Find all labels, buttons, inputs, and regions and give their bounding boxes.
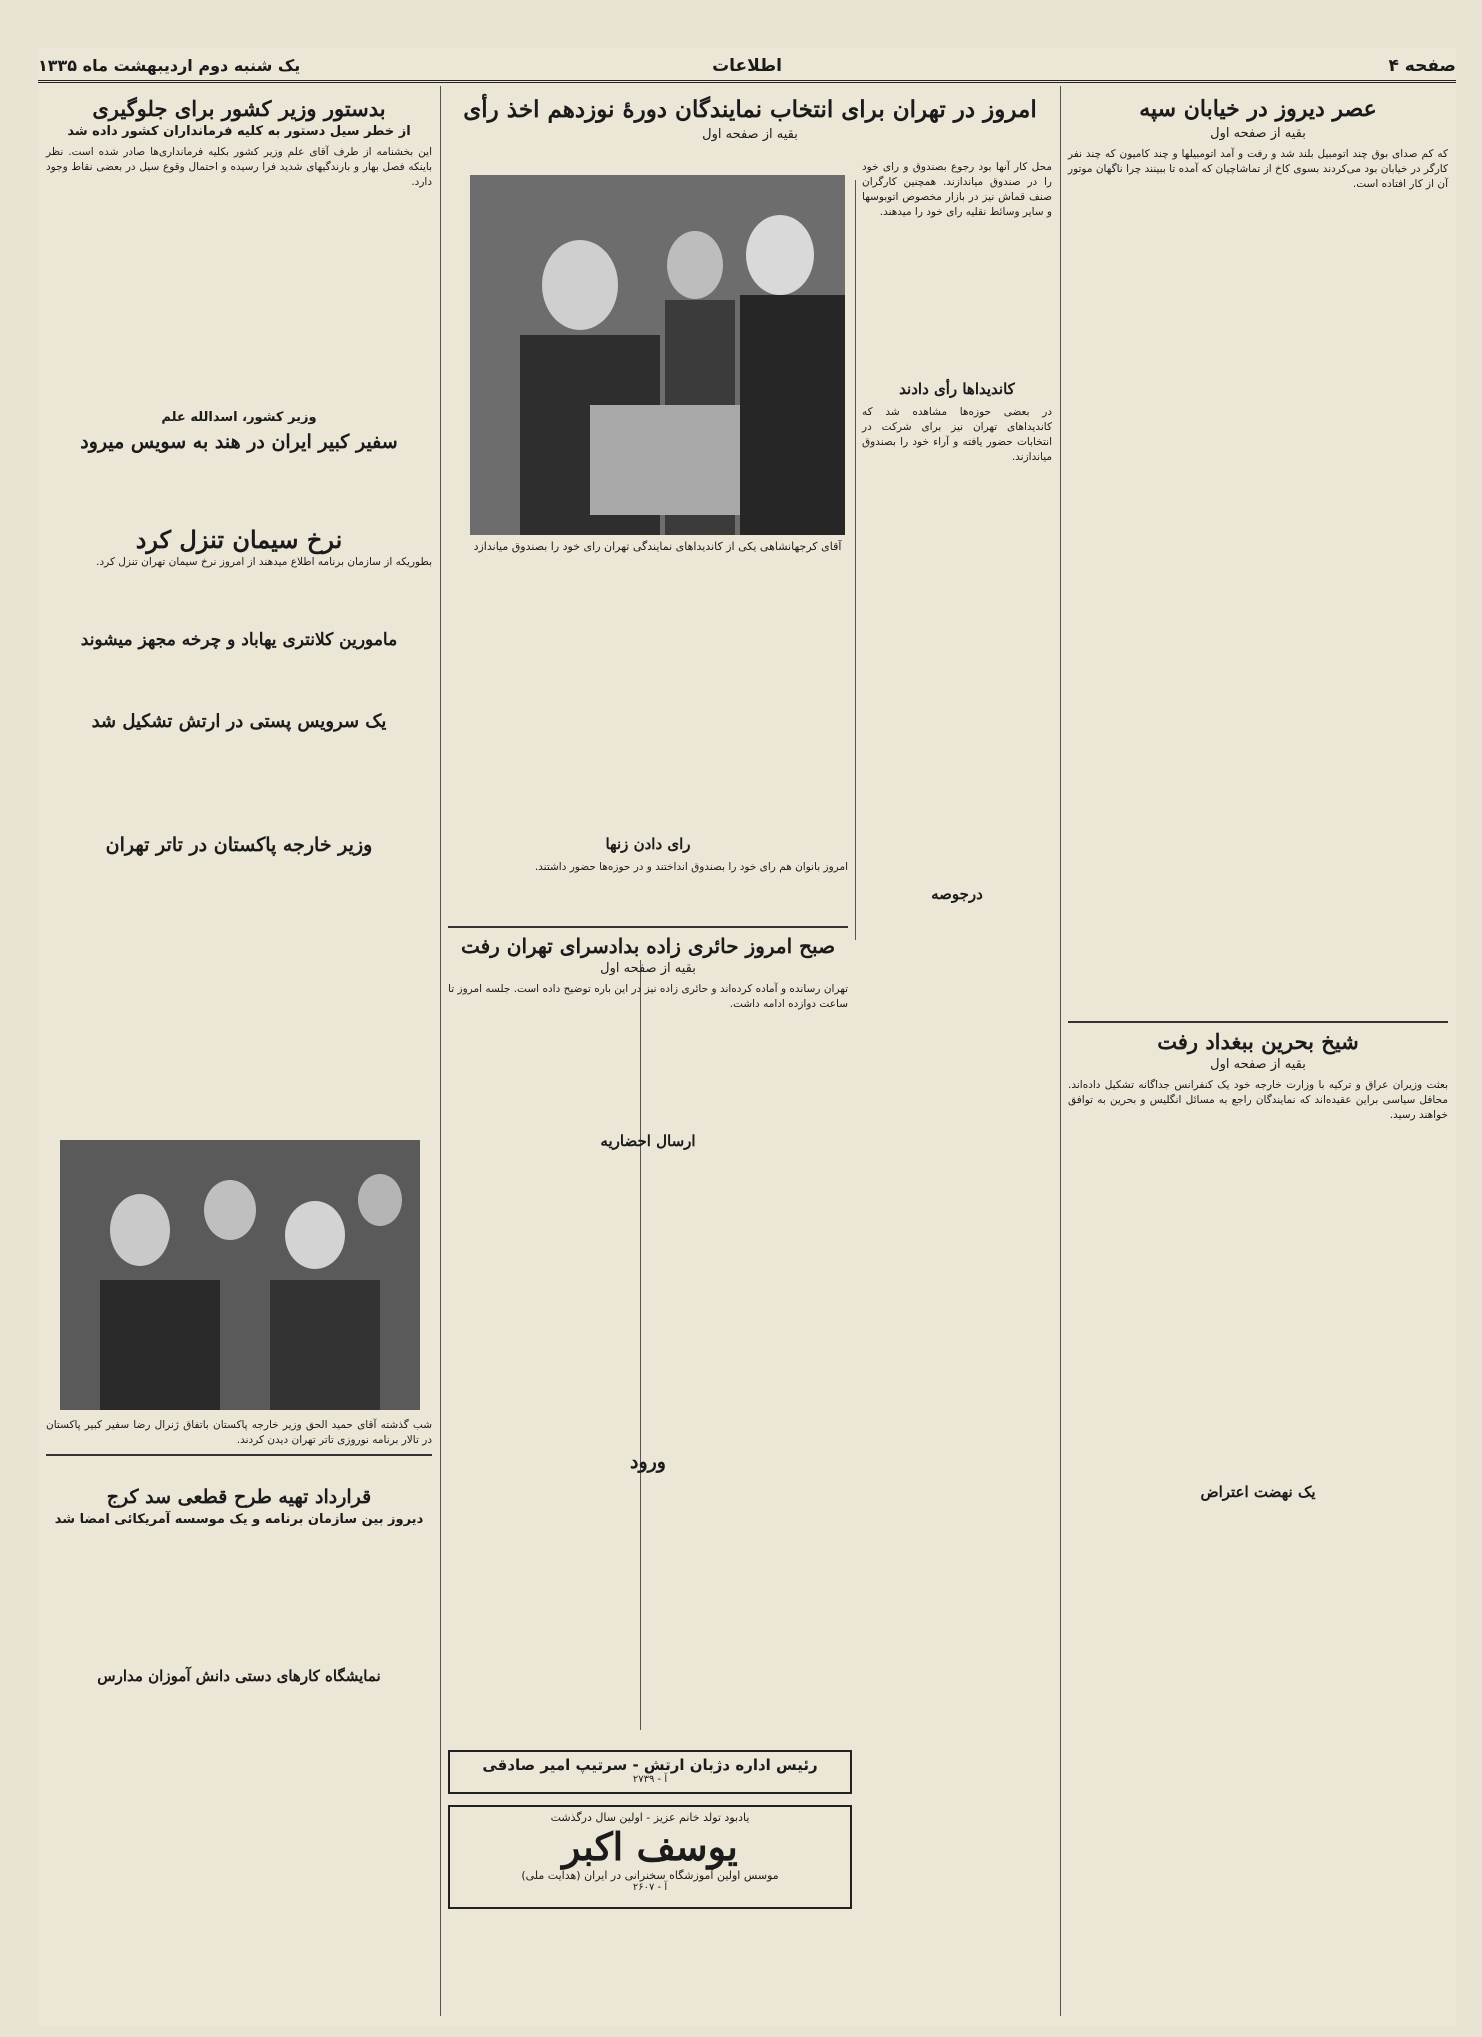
center-top	[448, 96, 1052, 148]
continued-note: بقیه از صفحه اول	[1210, 125, 1306, 141]
article-body: که کم صدای بوق چند اتومبیل بلند شد و رفت و آمد اتومبیلها و چند کامیون که چند نفر کارگر در خیابان بود می‌کردند بسوی کاخ از تماشاچیان که آمده تا ببینند چرا ناگهان موتور آن از کار افتاده است.	[1068, 147, 1448, 190]
ad-line: موسس اولین آموزشگاه سخنرانی در ایران (هدایت ملی)	[521, 1869, 779, 1882]
right-column	[1068, 96, 1448, 196]
headline: عصر دیروز در خیابان سپه	[1139, 96, 1377, 122]
kicker: وزیر کشور، اسدالله علم	[161, 410, 317, 426]
headline: شیخ بحرین ببغداد رفت	[1157, 1029, 1359, 1054]
photo-caption: شب گذشته آقای حمید الحق وزیر خارجه پاکستان باتفاق ژنرال رضا سفیر کبیر پاکستان در تالار برنامه نوروزی تاتر تهران دیدن کردند.	[46, 1419, 432, 1446]
column-rule	[855, 180, 856, 940]
continued-note: بقیه از صفحه اول	[1210, 1057, 1306, 1073]
photo-caption: آقای کرجهانشاهی یکی از کاندیداهای نمایندگی تهران رای خود را بصندوق میاندازد	[473, 540, 842, 553]
sub-headline: درجوصه	[931, 884, 983, 903]
center-col-a	[862, 160, 1052, 910]
article-body: بطوریکه از سازمان برنامه اطلاع میدهند از امروز نرخ سیمان تهران تنزل کرد.	[96, 556, 432, 568]
sub-headline: رای دادن زنها	[605, 835, 691, 853]
page-header	[38, 50, 1456, 83]
headline: مامورین کلانتری یهاباد و چرخه مجهز میشوند	[80, 630, 398, 650]
notice-box	[448, 1750, 852, 1794]
headline: نرخ سیمان تنزل کرد	[135, 525, 343, 554]
left-column	[46, 96, 432, 858]
left-column-lower	[46, 1418, 432, 1686]
center-col-b	[448, 595, 848, 879]
main-headline: امروز در تهران برای انتخاب نمایندگان دورهٔ نوزدهم اخذ رأی	[463, 96, 1037, 123]
right-column-lower	[1068, 1015, 1448, 1502]
photo-image	[470, 175, 845, 535]
column-rule	[1060, 86, 1061, 2016]
headline: قرارداد تهیه طرح قطعی سد کرج	[106, 1486, 372, 1508]
continued-note: بقیه از صفحه اول	[600, 961, 696, 976]
article-body: محل کار آنها بود رجوع بصندوق و رای خود را در صندوق میاندازند. همچنین کارگران صنف قماش نیز در بازار مخصوص اتوبوسها و سایر وسائط نقلیه رای خود را میدهند.	[862, 161, 1052, 218]
headline: صبح امروز حائری زاده بدادسرای تهران رفت	[460, 934, 836, 958]
page-number: صفحه ۴	[1388, 56, 1456, 76]
ad-title: یوسف اکبر	[562, 1824, 738, 1869]
headline: نمایشگاه کارهای دستی دانش آموزان مدارس	[97, 1666, 381, 1685]
issue-date: یک شنبه دوم اردیبهشت ماه ۱۳۳۵	[38, 56, 301, 75]
headline: وزیر خارجه پاکستان در تاتر تهران	[105, 833, 373, 856]
sub-headline: ورود	[630, 1450, 666, 1473]
column-rule	[440, 86, 441, 2016]
sub-headline: یک نهضت اعتراض	[1200, 1483, 1316, 1502]
sub-headline: کاندیداها رأی دادند	[899, 380, 1015, 398]
headline: سفیر کبیر ایران در هند به سویس میرود	[80, 431, 398, 454]
divider	[448, 926, 848, 928]
article-body: امروز بانوان هم رای خود را بصندوق انداختند و در حوزه‌ها حضور داشتند.	[534, 860, 848, 873]
photo-image	[60, 1140, 420, 1410]
continued-note: بقیه از صفحه اول	[702, 126, 798, 142]
pakistan-photo	[60, 1140, 420, 1410]
election-photo	[470, 175, 845, 535]
article-body: در بعضی حوزه‌ها مشاهده شد که کاندیداهای تهران نیز برای شرکت در انتخابات حضور یافته و آراء خود را بصندوق میاندازند.	[862, 405, 1052, 463]
ad-line: یادبود تولد خانم عزیز - اولین سال درگذشت	[550, 1811, 750, 1824]
memorial-ad	[448, 1805, 852, 1909]
sub-headline: از خطر سیل دستور به کلیه فرمانداران کشور داده شد	[67, 124, 411, 140]
paper-name: اطلاعات	[712, 56, 782, 76]
divider	[46, 1454, 432, 1456]
divider	[1068, 1021, 1448, 1023]
notice-signature: رئیس اداره دژبان ارتش - سرتیپ امیر صادقی	[482, 1756, 818, 1774]
headline: بدستور وزیر کشور برای جلوگیری	[92, 96, 386, 121]
sub-headline: ارسال احضاریه	[600, 1132, 696, 1150]
article-body: تهران رسانده و آماده کرده‌اند و حائری زاده نیز در این باره توضیح داده است. جلسه امروز تا ساعت دوازده ادامه داشت.	[448, 983, 848, 1010]
article-body: این بخشنامه از طرف آقای علم وزیر کشور بکلیه فرمانداری‌ها صادر شده است. نظر باینکه فصل بهار و بارندگیهای شدید فرا رسیده و احتمال وقوع سیل در بعضی نقاط وجود دارد.	[46, 146, 432, 189]
ad-code: آ - ۲۶۰۷	[632, 1882, 668, 1893]
center-bottom	[448, 920, 848, 1481]
notice-code: آ - ۲۷۳۹	[632, 1774, 668, 1785]
headline: یک سرویس پستی در ارتش تشکیل شد	[91, 711, 387, 733]
sub-headline: دیروز بین سازمان برنامه و یک موسسه آمریکائی امضا شد	[54, 1511, 424, 1527]
article-body: بعثت وزیران عراق و ترکیه با وزارت خارجه خود یک کنفرانس جداگانه تشکیل داده‌اند. محافل سیاسی براین عقیده‌اند که نمایندگان راجع به مسائل انگلیس و بحرین به توافق خواهند رسید.	[1068, 1079, 1448, 1122]
